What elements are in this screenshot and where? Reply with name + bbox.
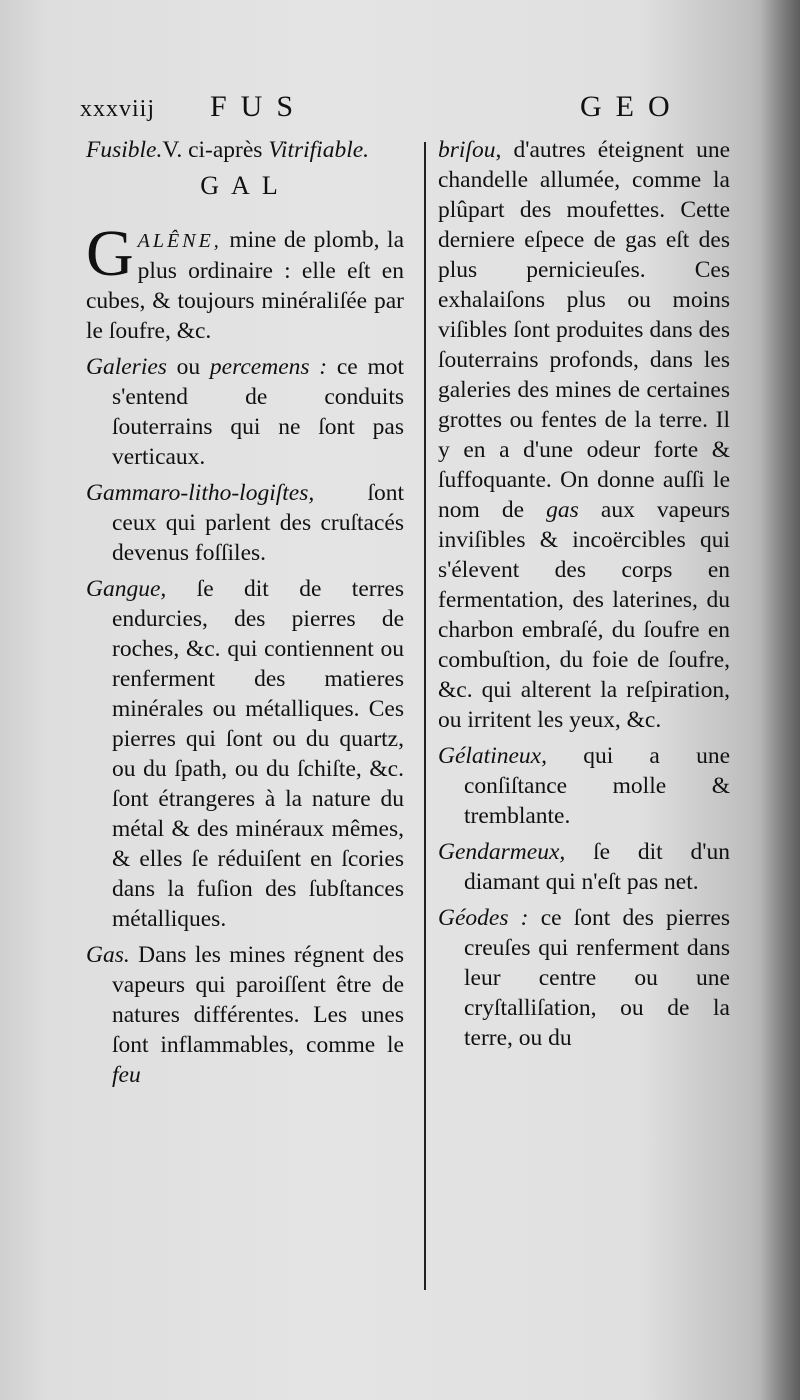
entry-headword: Galeries — [86, 353, 167, 380]
entry-text: aux vapeurs inviſibles & incoërcibles qui s'élevent des corps en fermentation, des laterines, du charbon embraſé, du ſoufre en combuſtion, du foie de ſoufre, &c. qui alterent la reſpiration, ou irritent les yeux, &c. — [438, 497, 730, 733]
entry-text: V. ci-après — [162, 137, 269, 163]
section-heading: GAL — [200, 171, 290, 200]
right-column — [438, 135, 730, 1059]
entry-headword: Gas. — [86, 941, 130, 968]
left-column — [86, 135, 404, 1096]
running-head-right: GEO — [580, 90, 684, 123]
entry-text: ce mot s'entend de conduits ſouterrains qui ne ſont pas verticaux. — [112, 353, 405, 470]
entry-text: ſe dit d'un diamant qui n'eſt pas net. — [464, 839, 730, 895]
drop-cap: G — [86, 216, 134, 290]
entry-headword: Gélatineux, — [438, 743, 547, 769]
entry-text-italic: feu — [112, 1061, 141, 1088]
entry-gas-continued — [438, 135, 730, 735]
entry-gangue — [86, 574, 404, 934]
entry-fusible — [86, 135, 404, 165]
entry-gendarmeux — [438, 837, 730, 897]
page-number: xxxviij — [80, 96, 156, 122]
entry-geodes — [438, 903, 730, 1053]
entry-headword: Fusible. — [86, 137, 163, 163]
entry-text: mine de plomb, la plus ordinaire : elle eſt en cubes, & toujours minéraliſée par le ſoufre, &c. — [86, 226, 405, 344]
entry-crossref: Vitrifiable. — [268, 137, 370, 163]
page-edge-shadow — [760, 0, 800, 1400]
entry-text-italic: gas — [546, 497, 579, 523]
entry-text: ſe dit de terres endurcies, des pierres de roches, &c. qui contiennent ou renferment des matieres minérales ou métalliques. Ces pierres qui ſont ou du quartz, ou du ſpath, ou du ſchiſte, &c. ſont étrangeres à la nature du métal & des minéraux mêmes, & elles ſe réduiſent en ſcories dans la fuſion des ſubſtances métalliques. — [112, 575, 404, 932]
entry-gas — [86, 940, 404, 1090]
entry-text: ou — [166, 353, 210, 380]
entry-headword: ALÊNE, — [137, 229, 222, 252]
column-divider — [424, 142, 426, 1290]
page-header — [80, 90, 740, 130]
entry-text: ſont ceux qui parlent des cruſtacés devenus foſſiles. — [112, 479, 404, 566]
entry-headword: Gendarmeux, — [438, 839, 566, 865]
entry-text: qui a une conſiſtance molle & tremblante. — [464, 743, 730, 829]
entry-text: , d'autres éteignent une chandelle allumée, comme la plûpart des moufettes. Cette derniere eſpece de gas eſt des plus pernicieuſes. Ces exhalaiſons plus ou moins viſibles ſont produites dans des ſouterrains profonds, dans les galeries des mines de certaines grottes ou fentes de la terre. Il y en a d'une odeur forte & ſuffoquante. On donne auſſi le nom de — [438, 137, 730, 523]
entry-text-italic: briſou — [438, 137, 496, 163]
entry-text: Dans les mines régnent des vapeurs qui paroiſſent être de natures différentes. Les unes ſont inflammables, comme le — [112, 941, 404, 1058]
entry-galene — [86, 216, 405, 346]
entry-text: ce ſont des pierres creuſes qui renferment dans leur centre ou une cryſtalliſation, ou de la terre, ou du — [464, 905, 730, 1051]
entry-gammaro — [86, 478, 404, 568]
entry-headword: Gammaro-litho-logiſtes, — [86, 479, 315, 506]
entry-gelatineux — [438, 741, 730, 831]
entry-galeries — [86, 352, 404, 472]
entry-headword: Géodes : — [438, 905, 529, 931]
entry-headword-alt: percemens : — [209, 353, 328, 380]
running-head-left: FUS — [210, 90, 308, 123]
entry-headword: Gangue, — [86, 575, 167, 602]
